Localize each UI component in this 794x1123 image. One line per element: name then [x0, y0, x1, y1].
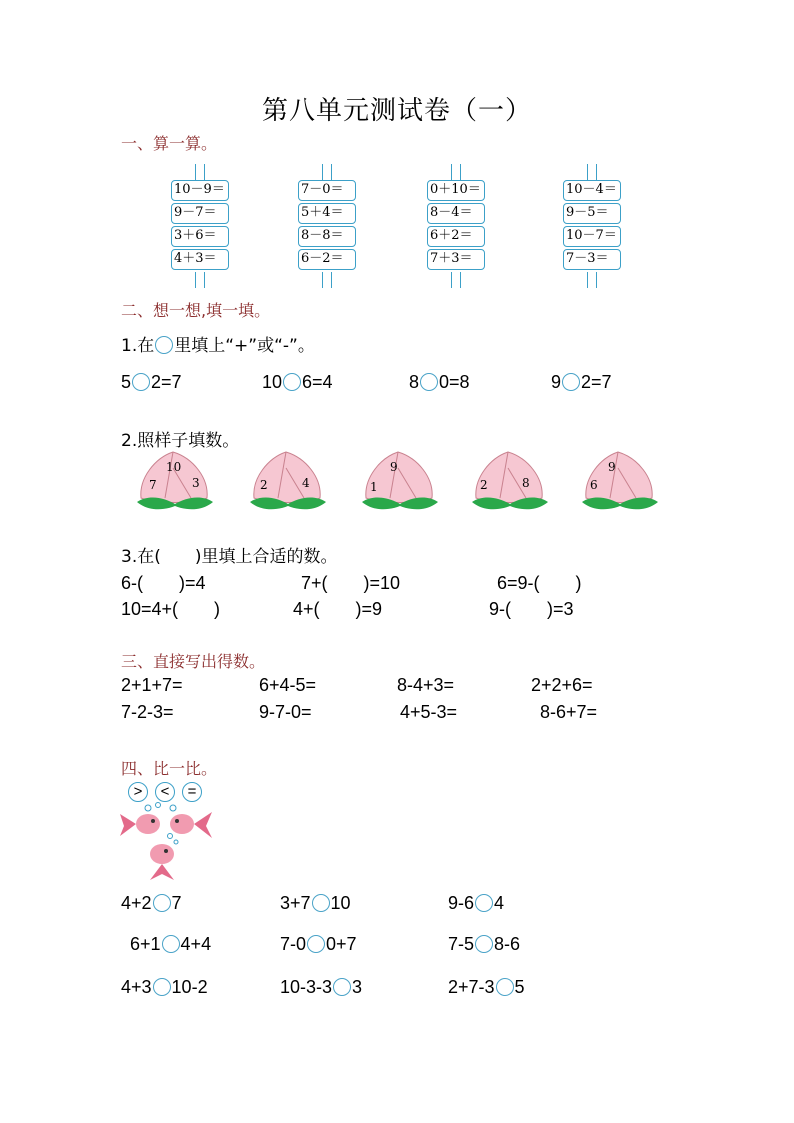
answer-circle[interactable]	[283, 373, 301, 391]
calc-column-3	[427, 180, 485, 272]
calc-cell: 4＋3＝	[171, 249, 229, 270]
circle-icon	[155, 336, 173, 354]
fill-item: 4+( )=9	[293, 599, 383, 619]
sign-item-4: 9 2=7	[551, 372, 612, 392]
less-than-symbol: <	[155, 782, 175, 802]
answer-circle[interactable]	[562, 373, 580, 391]
calc-column-4	[563, 180, 621, 272]
expr-item: 2+2+6=	[531, 675, 593, 695]
expr-item: 2+1+7=	[121, 675, 183, 695]
peach-2	[248, 450, 328, 520]
peach-left-number: 2	[480, 478, 488, 492]
greater-than-symbol: >	[128, 782, 148, 802]
expr-item: 8-4+3=	[397, 675, 455, 695]
calc-cell: 7－0＝	[298, 180, 356, 201]
sign-item-2: 10 6=4	[262, 372, 333, 392]
peach-left-number: 1	[370, 480, 378, 494]
calc-cell: 9－7＝	[171, 203, 229, 224]
answer-circle[interactable]	[496, 978, 514, 996]
answer-circle[interactable]	[475, 894, 493, 912]
calc-cell: 0＋10＝	[427, 180, 485, 201]
peach-top-number: 9	[608, 460, 616, 474]
page-title: 第八单元测试卷（一）	[261, 96, 532, 126]
peach-3	[360, 450, 440, 520]
calc-cell: 5＋4＝	[298, 203, 356, 224]
peach-4	[470, 450, 550, 520]
question-2-3: 3.在( )里填上合适的数。	[121, 547, 338, 567]
calc-column-2	[298, 180, 356, 272]
calc-cell: 6－2＝	[298, 249, 356, 270]
compare-item: 6+1 4+4	[130, 934, 212, 954]
expr-item: 7-2-3=	[121, 702, 174, 722]
answer-circle[interactable]	[162, 935, 180, 953]
compare-item: 7-5 8-6	[448, 934, 521, 954]
peach-left-number: 7	[149, 478, 157, 492]
answer-circle[interactable]	[333, 978, 351, 996]
calc-column-1	[171, 180, 229, 272]
peach-left-number: 2	[260, 478, 268, 492]
calc-cell: 9－5＝	[563, 203, 621, 224]
calc-cell: 7－3＝	[563, 249, 621, 270]
compare-item: 4+2 7	[121, 893, 182, 913]
calc-cell: 7＋3＝	[427, 249, 485, 270]
compare-item: 7-0 0+7	[280, 934, 357, 954]
compare-item: 4+3 10-2	[121, 977, 208, 997]
fish-icon	[118, 802, 218, 882]
answer-circle[interactable]	[312, 894, 330, 912]
answer-circle[interactable]	[153, 978, 171, 996]
expr-item: 8-6+7=	[540, 702, 598, 722]
question-2-2: 2.照样子填数。	[121, 431, 240, 451]
fill-item: 9-( )=3	[489, 599, 574, 619]
peach-left-number: 6	[590, 478, 598, 492]
calc-cell: 8－4＝	[427, 203, 485, 224]
answer-circle[interactable]	[475, 935, 493, 953]
compare-item: 3+7 10	[280, 893, 351, 913]
section-2-heading: 二、想一想,填一填。	[121, 301, 271, 320]
compare-item: 10-3-3 3	[280, 977, 363, 997]
peach-1	[135, 450, 215, 520]
section-3-heading: 三、直接写出得数。	[121, 652, 266, 671]
calc-cell: 3＋6＝	[171, 226, 229, 247]
calc-cell: 10－9＝	[171, 180, 229, 201]
question-2-1: 1.在 里填上“+”或“-”。	[121, 336, 315, 356]
expr-item: 4+5-3=	[400, 702, 458, 722]
answer-circle[interactable]	[420, 373, 438, 391]
expr-item: 6+4-5=	[259, 675, 317, 695]
fill-item: 6-( )=4	[121, 573, 206, 593]
peach-top-number: 9	[390, 460, 398, 474]
calc-cell: 10－4＝	[563, 180, 621, 201]
sign-item-1: 5 2=7	[121, 372, 182, 392]
equal-symbol: =	[182, 782, 202, 802]
expr-item: 9-7-0=	[259, 702, 312, 722]
peach-right-number: 4	[302, 476, 310, 490]
answer-circle[interactable]	[307, 935, 325, 953]
compare-item: 9-6 4	[448, 893, 505, 913]
calc-cell: 6＋2＝	[427, 226, 485, 247]
calc-cell: 8－8＝	[298, 226, 356, 247]
section-1-heading: 一、算一算。	[121, 134, 218, 153]
answer-circle[interactable]	[132, 373, 150, 391]
sign-item-3: 8 0=8	[409, 372, 470, 392]
fill-item: 10=4+( )	[121, 599, 221, 619]
compare-item: 2+7-3 5	[448, 977, 525, 997]
peach-top-number: 10	[166, 460, 182, 474]
calc-cell: 10－7＝	[563, 226, 621, 247]
section-4-heading: 四、比一比。	[121, 759, 218, 778]
fill-item: 6=9-( )	[497, 573, 582, 593]
peach-right-number: 8	[522, 476, 530, 490]
peach-right-number: 3	[192, 476, 200, 490]
answer-circle[interactable]	[153, 894, 171, 912]
peach-5	[580, 450, 660, 520]
fill-item: 7+( )=10	[301, 573, 401, 593]
